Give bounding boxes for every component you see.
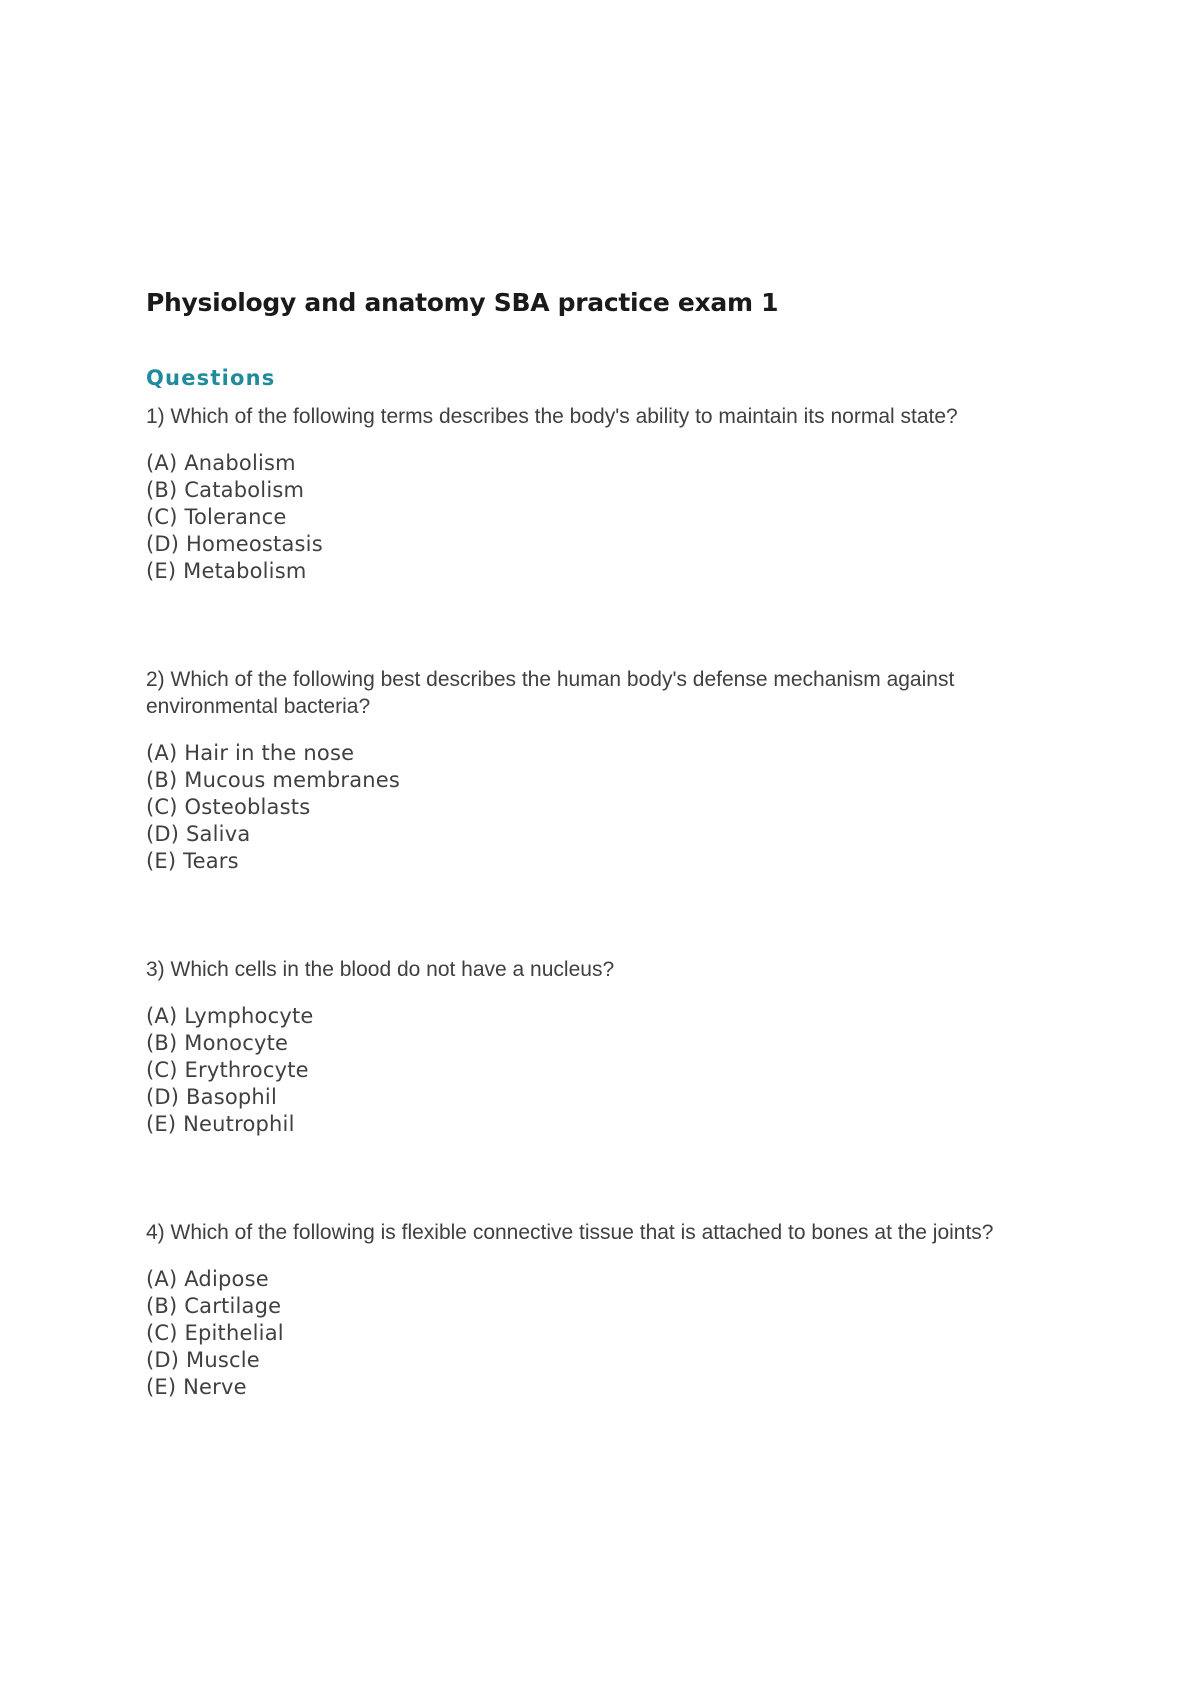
option-a: (A) Lymphocyte [146,1004,314,1028]
option-a: (A) Hair in the nose [146,741,355,765]
option-e: (E) Neutrophil [146,1112,295,1136]
option-d: (D) Homeostasis [146,532,323,556]
option-c: (C) Osteoblasts [146,795,311,819]
option-b: (B) Mucous membranes [146,768,401,792]
question-text: 3) Which cells in the blood do not have a nucleus? [146,958,615,981]
option-e: (E) Metabolism [146,559,307,583]
option-a: (A) Adipose [146,1267,269,1291]
option-c: (C) Erythrocyte [146,1058,309,1082]
option-list [146,1266,1076,1401]
option-list [146,450,1076,585]
question-2 [146,666,1076,875]
option-list [146,1003,1076,1138]
option-b: (B) Cartilage [146,1294,282,1318]
question-3 [146,956,1076,1138]
option-c: (C) Epithelial [146,1321,284,1345]
option-d: (D) Muscle [146,1348,260,1372]
option-a: (A) Anabolism [146,451,296,475]
document-title: Physiology and anatomy SBA practice exam 1 [146,288,779,317]
option-d: (D) Basophil [146,1085,278,1109]
option-e: (E) Tears [146,849,239,873]
option-b: (B) Monocyte [146,1031,289,1055]
option-list [146,740,1076,875]
question-1 [146,403,1076,585]
option-c: (C) Tolerance [146,505,287,529]
question-text: 4) Which of the following is flexible connective tissue that is attached to bones at the joints? [146,1221,994,1244]
question-text: 1) Which of the following terms describes the body's ability to maintain its normal state? [146,405,958,428]
document-page [146,283,1076,1401]
question-4 [146,1219,1076,1401]
section-heading-questions: Questions [146,366,276,390]
option-e: (E) Nerve [146,1375,247,1399]
question-text: 2) Which of the following best describes the human body's defense mechanism against environmental bacteria? [146,668,955,718]
option-d: (D) Saliva [146,822,251,846]
option-b: (B) Catabolism [146,478,305,502]
